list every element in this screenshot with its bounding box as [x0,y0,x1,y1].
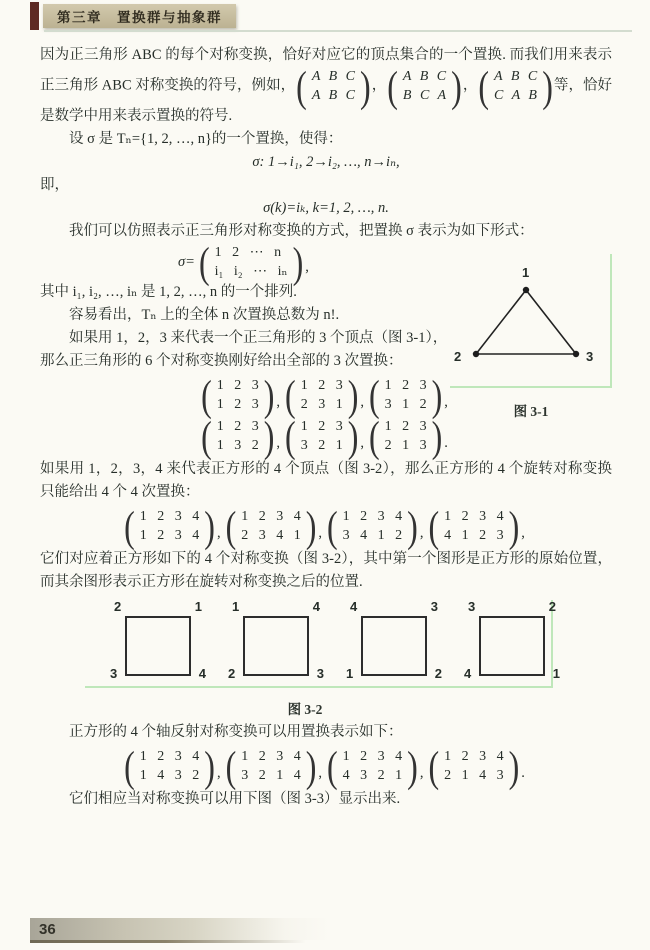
matrix-paren: ( [285,411,296,461]
matrix-paren: ( [428,501,440,551]
corner-label: 2 [434,666,442,681]
square-outline [243,616,309,676]
matrix-rows [135,747,205,785]
matrix-rows [338,507,408,545]
corner-label: 1 [346,666,354,681]
page-body [40,44,612,811]
equation-sigma-k: σ(k)=iₖ, k=1, 2, …, n. [263,200,389,216]
permutation-matrix [428,741,520,791]
permutation-matrix [368,411,443,461]
permutation-matrix [198,237,304,287]
separator: , [216,525,221,541]
figure-3-2-frame [85,599,560,688]
matrix-bottom-row: 3 4 1 2 [342,528,403,543]
matrix-paren: ) [431,370,443,420]
square-diagram [346,599,442,681]
matrix-rows [439,747,509,785]
matrix-paren: ) [347,411,359,461]
matrix-bottom-row: 2 1 4 3 [444,768,504,783]
separator: , [419,765,424,781]
matrix-paren: ) [360,61,371,111]
square-diagram [228,599,324,681]
matrix-bottom-row: i₁ i₂ ⋯ iₙ [214,264,288,279]
separator: , [216,765,221,781]
paragraph-arrangement: 其中 i₁, i₂, …, iₙ 是 1, 2, …, n 的一个排列. [40,284,297,300]
matrix-rows [135,507,205,545]
matrix-rows [236,747,306,785]
separator: , [276,435,281,451]
matrix-top-row: 1 2 3 [300,378,343,393]
matrix-paren: ( [198,237,210,287]
matrix-top-row: 1 2 3 [384,378,427,393]
permutation-matrix [124,741,215,791]
corner-label: 1 [232,599,240,614]
separator: , [276,394,281,410]
separator: . [521,765,525,781]
separator: ， [371,77,387,94]
corner-label: 1 [552,666,560,681]
permutation-matrix [327,501,418,551]
permutation-matrix [225,501,317,551]
matrix-top-row: 1 2 3 [216,378,259,393]
paragraph-square-transforms: 它们对应着正方形如下的 4 个对称变换（图 3-2），其中第一个图形是正方形的原始位置，而其余图形表示正方形在旋转对称变换之后的位置. [40,551,612,590]
permutation-matrix [285,411,359,461]
corner-label: 2 [114,599,122,614]
paragraph-text: 因为正三角形 ABC 的每个对称变换，恰好对应它的顶点集合的一个置换. 而我们用来表示正三角形 ABC 对称变换的符号，例如， [40,47,612,94]
paragraph-text: 等，恰好是数学中用来表示置换的符号. [40,77,613,124]
page-number: 36 [39,920,56,938]
matrix-top-row: 1 2 ⋯ n [214,245,282,260]
paragraph-notation: 我们可以仿照表示正三角形对称变换的方式，把置换 σ 表示为如下形式： [69,223,534,239]
square-outline [361,616,427,676]
corner-label: 2 [228,666,236,681]
sigma-lhs: σ= [178,253,195,270]
permutation-matrix [296,61,371,111]
figure-3-1-frame [450,254,612,388]
paragraph-triangle-b: 那么正三角形的 6 个对称变换刚好给出全部的 3 次置换： [40,353,403,369]
matrix-bottom-row: 1 2 3 [216,397,259,412]
matrix-rows [210,243,293,281]
matrix-bottom-row: 1 3 2 [216,438,259,453]
corner-label: 4 [198,666,206,681]
permutation-matrix [428,501,520,551]
matrix-top-row: 1 2 3 4 [139,509,200,524]
page-number-bar [30,918,330,940]
matrix-paren: ( [201,411,212,461]
matrix-paren: ) [263,370,275,420]
matrix-paren: ) [431,411,443,461]
matrix-rows [380,376,432,414]
separator: , [521,525,525,541]
equation-mapping: σ: 1→i₁, 2→i₂, …, n→iₙ, [252,154,400,170]
matrix-bottom-row: 4 3 2 1 [342,768,403,783]
matrix-paren: ) [305,501,317,551]
permutation-matrix [368,370,443,420]
corner-label: 3 [110,666,118,681]
permutation-matrix [387,61,462,111]
matrix-bottom-row: 3 2 1 4 [241,768,301,783]
matrix-paren: ( [225,741,237,791]
paragraph-square-rotations: 如果用 1，2，3，4 来代表正方形的 4 个顶点（图 3-2），那么正方形的 4 个旋转对称变换只能给出 4 个 4 次置换： [40,461,612,500]
triangle-vertex-label: 1 [522,265,530,280]
permutation-matrix [201,370,275,420]
square-outline [125,616,191,676]
matrix-top-row: 1 2 3 4 [241,509,301,524]
chapter-accent-bar [30,2,39,30]
matrix-paren: ( [428,741,440,791]
square-diagram [464,599,560,681]
paragraph-intro [40,44,612,128]
matrix-rows [338,747,408,785]
separator: , [360,394,364,410]
paragraph-namely: 即， [40,177,69,193]
matrix-paren: ) [407,501,418,551]
matrix-paren: ) [542,61,553,111]
matrix-top-row: 1 2 3 4 [139,749,200,764]
matrix-paren: ( [124,501,135,551]
matrix-bottom-row: B C A [402,88,447,103]
matrix-paren: ) [263,411,275,461]
paragraph-reflections: 正方形的 4 个轴反射对称变换可以用置换表示如下： [69,724,403,740]
paragraph-count: 容易看出，Tₙ 上的全体 n 次置换总数为 n!. [69,307,340,323]
matrix-bottom-row: 2 3 4 1 [241,528,301,543]
chapter-title: 第三章 置换群与抽象群 [57,10,222,25]
matrix-row [40,741,612,791]
paragraph-sigma-def: 设 σ 是 Tₙ={1, 2, …, n}的一个置换，使得： [69,131,343,147]
matrix-paren: ( [296,61,307,111]
matrix-bottom-row: 4 1 2 3 [444,528,504,543]
matrix-rows [489,67,542,105]
matrix-paren: ( [327,501,338,551]
matrix-paren: ( [478,61,490,111]
figure-3-1 [450,254,612,423]
matrix-top-row: 1 2 3 [300,419,343,434]
matrix-bottom-row: 3 1 2 [384,397,427,412]
matrix-top-row: 1 2 3 4 [342,749,403,764]
matrix-rows [236,507,306,545]
separator: . [444,435,448,451]
corner-label: 3 [316,666,324,681]
matrix-bottom-row: 2 1 3 [384,438,427,453]
matrix-paren: ) [204,501,215,551]
permutation-matrix [201,411,275,461]
figure-3-1-caption: 图 3-1 [513,404,549,419]
matrix-rows [212,417,264,455]
matrix-rows [398,67,451,105]
matrix-bottom-row: C A B [494,88,537,103]
matrix-paren: ) [508,741,520,791]
separator: , [318,525,322,541]
matrix-paren: ( [368,411,380,461]
matrix-paren: ) [305,741,317,791]
separator: , [419,525,424,541]
matrix-top-row: 1 2 3 4 [444,509,504,524]
figure-3-2 [40,600,612,721]
matrix-rows [296,417,348,455]
corner-label: 4 [350,599,358,614]
matrix-bottom-row: 1 4 3 2 [139,768,200,783]
matrix-top-row: 1 2 3 [384,419,427,434]
paragraph-triangle-a: 如果用 1，2，3 来代表一个正三角形的 3 个顶点（图 3-1）， [69,330,448,346]
corner-label: 4 [312,599,320,614]
matrix-bottom-row: 1 2 3 4 [139,528,200,543]
separator: ， [462,77,478,94]
matrix-paren: ( [201,370,212,420]
matrix-paren: ( [387,61,398,111]
triangle-vertex-label: 2 [454,349,462,364]
corner-label: 1 [194,599,202,614]
matrix-rows [296,376,348,414]
square-outline [479,616,545,676]
matrix-row [40,501,612,551]
matrix-top-row: 1 2 3 4 [444,749,504,764]
separator: , [360,435,364,451]
matrix-paren: ( [225,501,237,551]
triangle-diagram [464,284,600,362]
matrix-paren: ) [347,370,359,420]
matrix-top-row: 1 2 3 4 [241,749,301,764]
matrix-top-row: 1 2 3 [216,419,259,434]
matrix-paren: ) [508,501,520,551]
matrix-top-row: A B C [402,69,447,84]
matrix-bottom-row: A B C [311,88,356,103]
permutation-matrix [327,741,418,791]
chapter-label [43,4,236,28]
matrix-paren: ) [451,61,462,111]
matrix-bottom-row: 3 2 1 [300,438,343,453]
separator: , [444,394,448,410]
corner-label: 4 [464,666,472,681]
matrix-paren: ) [292,237,304,287]
matrix-bottom-row: 2 3 1 [300,397,343,412]
matrix-paren: ( [368,370,380,420]
matrix-paren: ) [407,741,418,791]
triangle-vertex-label: 3 [586,349,594,364]
matrix-rows [212,376,264,414]
corner-label: 3 [430,599,438,614]
corner-label: 2 [548,599,556,614]
matrix-paren: ( [327,741,338,791]
permutation-matrix [285,370,359,420]
matrix-top-row: 1 2 3 4 [342,509,403,524]
matrix-rows [307,67,360,105]
header-divider [44,30,632,32]
separator: , [318,765,322,781]
paragraph-fig3-ref: 它们相应当对称变换可以用下图（图 3-3）显示出来. [69,791,401,807]
matrix-paren: ( [285,370,296,420]
corner-label: 3 [468,599,476,614]
figure-3-2-caption: 图 3-2 [287,702,323,717]
separator: , [305,259,309,275]
permutation-matrix [225,741,317,791]
matrix-rows [380,417,432,455]
matrix-paren: ( [124,741,135,791]
square-diagram [110,599,206,681]
matrix-top-row: A B C [311,69,356,84]
permutation-matrix [124,501,215,551]
matrix-top-row: A B C [494,69,538,84]
matrix-rows [439,507,509,545]
matrix-paren: ) [204,741,215,791]
permutation-matrix [478,61,553,111]
